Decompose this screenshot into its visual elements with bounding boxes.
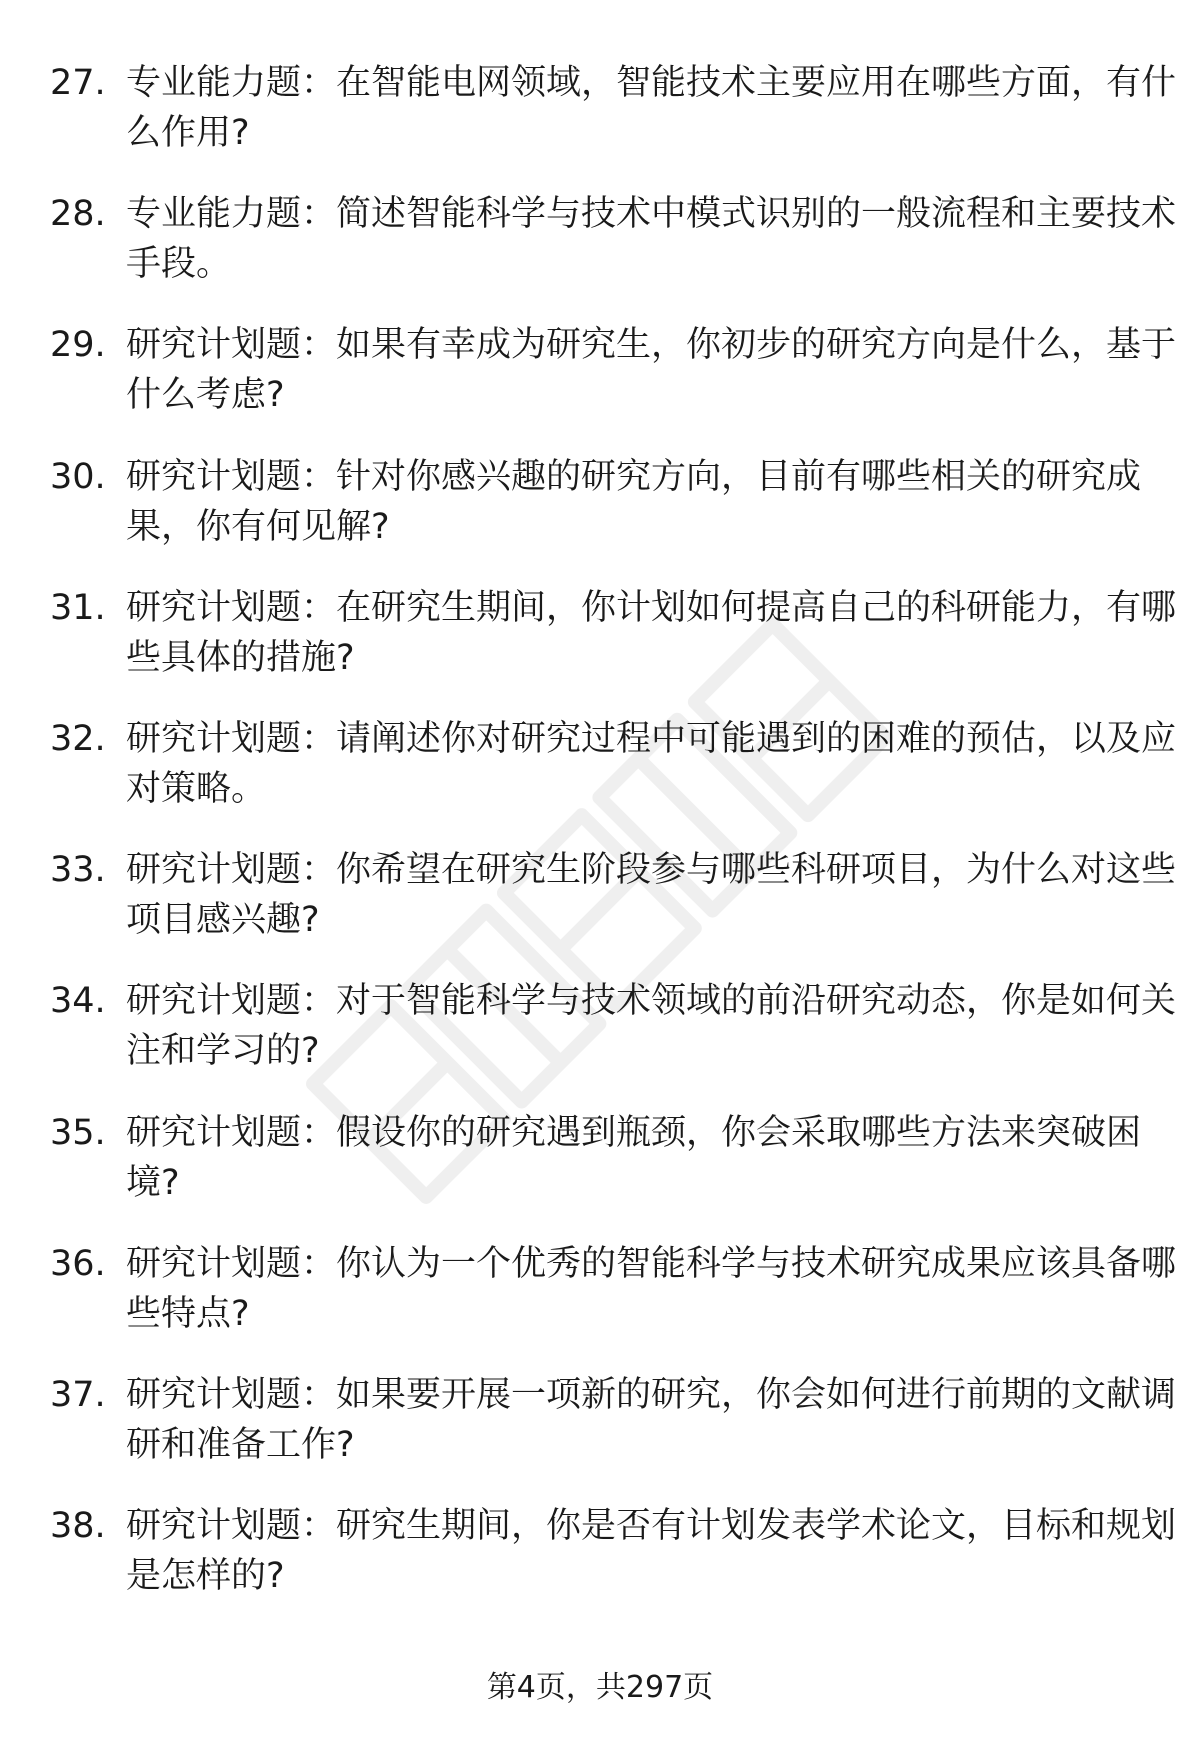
question-body: [126, 1108, 1184, 1208]
question-text: 在研究生期间，你计划如何提高自己的科研能力，有哪些具体的措施?: [126, 587, 1177, 678]
question-category: 研究计划题：: [126, 850, 337, 891]
question-text: 你认为一个优秀的智能科学与技术研究成果应该具备哪些特点?: [126, 1243, 1177, 1334]
question-category: 研究计划题：: [126, 1506, 337, 1547]
question-text: 简述智能科学与技术中模式识别的一般流程和主要技术手段。: [126, 194, 1177, 285]
question-item: [50, 452, 1140, 583]
question-body: [126, 714, 1184, 814]
question-body: [126, 1370, 1184, 1470]
question-number: 33.: [50, 850, 106, 891]
question-category: 研究计划题：: [126, 1374, 337, 1415]
question-text: 你希望在研究生阶段参与哪些科研项目，为什么对这些项目感兴趣?: [126, 850, 1177, 941]
question-text: 如果有幸成为研究生，你初步的研究方向是什么，基于什么考虑?: [126, 325, 1177, 416]
question-category: 研究计划题：: [126, 981, 337, 1022]
question-text: 研究生期间，你是否有计划发表学术论文，目标和规划是怎样的?: [126, 1506, 1177, 1597]
page-number-label: 第4页，共297页: [486, 1670, 714, 1705]
question-number: 31.: [50, 587, 106, 628]
question-text: 请阐述你对研究过程中可能遇到的困难的预估，以及应对策略。: [126, 718, 1177, 809]
question-number: 27.: [50, 63, 106, 103]
question-category: 研究计划题：: [126, 1112, 337, 1153]
question-item: [50, 1370, 1177, 1501]
question-text: 对于智能科学与技术领域的前沿研究动态，你是如何关注和学习的?: [126, 981, 1177, 1072]
question-number: 29.: [50, 325, 106, 366]
question-item: [50, 1501, 1177, 1632]
question-text: 在智能电网领域，智能技术主要应用在哪些方面，有什么作用?: [126, 63, 1177, 153]
question-item: [50, 845, 1177, 976]
question-category: 专业能力题：: [126, 63, 337, 103]
question-category: 研究计划题：: [126, 325, 337, 366]
question-body: [126, 976, 1184, 1076]
question-item: [50, 1239, 1177, 1370]
question-number: 35.: [50, 1112, 106, 1153]
question-category: 研究计划题：: [126, 456, 337, 497]
question-body: [126, 189, 1184, 289]
question-text: 如果要开展一项新的研究，你会如何进行前期的文献调研和准备工作?: [126, 1374, 1177, 1465]
question-number: 37.: [50, 1374, 106, 1415]
question-item: [50, 1108, 1140, 1239]
question-category: 专业能力题：: [126, 194, 337, 235]
question-number: 38.: [50, 1506, 106, 1547]
question-body: [126, 58, 1184, 158]
question-number: 28.: [50, 194, 106, 235]
question-item: [50, 714, 1177, 845]
question-category: 研究计划题：: [126, 1243, 337, 1284]
question-body: [126, 1501, 1184, 1601]
question-item: [50, 976, 1177, 1107]
page-footer: [0, 1668, 1200, 1708]
question-number: 36.: [50, 1243, 106, 1284]
question-item: [50, 189, 1177, 320]
question-body: [126, 583, 1184, 683]
question-list: [50, 58, 1177, 1632]
question-body: [126, 452, 1184, 552]
question-text: 假设你的研究遇到瓶颈，你会采取哪些方法来突破困境?: [126, 1112, 1142, 1203]
question-body: [126, 1239, 1184, 1339]
question-item: [50, 320, 1177, 451]
question-item: [50, 58, 1177, 189]
question-item: [50, 583, 1177, 714]
question-number: 32.: [50, 718, 106, 759]
question-number: 30.: [50, 456, 106, 497]
question-body: [126, 320, 1184, 420]
question-body: [126, 845, 1184, 945]
question-category: 研究计划题：: [126, 718, 337, 759]
question-text: 针对你感兴趣的研究方向，目前有哪些相关的研究成果，你有何见解?: [126, 456, 1142, 547]
question-category: 研究计划题：: [126, 587, 337, 628]
question-number: 34.: [50, 981, 106, 1022]
